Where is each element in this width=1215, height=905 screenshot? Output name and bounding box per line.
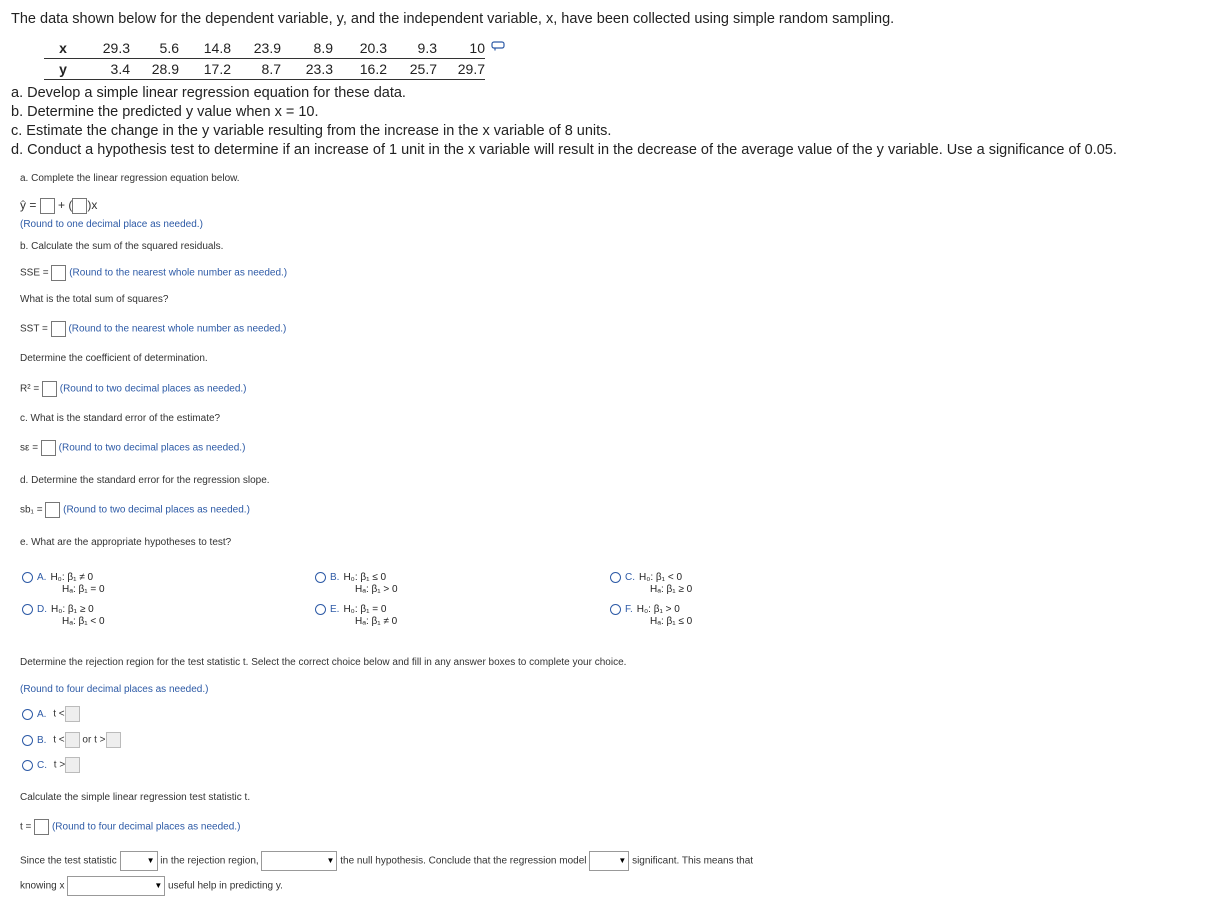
y-cell: 17.2 (179, 59, 231, 80)
table-row-x (44, 38, 485, 59)
h0-text: H₀: β₁ < 0 (639, 572, 683, 584)
r2-question: Determine the coefficient of determination. (20, 353, 208, 364)
sst-input[interactable] (51, 321, 66, 337)
radio-icon[interactable] (22, 735, 33, 746)
copy-data-icon[interactable] (491, 41, 505, 51)
conclusion-text-2: in the rejection region, (160, 855, 259, 867)
knowing-x-dropdown[interactable] (67, 876, 165, 896)
is-isnot-dropdown[interactable] (120, 851, 158, 871)
radio-icon[interactable] (22, 760, 33, 771)
rejection-option-b[interactable]: B. t < or t > (22, 732, 121, 748)
se-input[interactable] (41, 440, 56, 456)
ha-text: Hₐ: β₁ = 0 (62, 584, 105, 596)
sst-row (20, 321, 286, 337)
yhat-label: ŷ = (20, 198, 37, 213)
qb-title: b. Calculate the sum of the squared residuals. (20, 241, 224, 252)
hypothesis-option-b[interactable]: B. H₀: β₁ ≤ 0 Hₐ: β₁ > 0 (315, 572, 398, 596)
y-cell: 16.2 (333, 59, 387, 80)
tstat-hint: (Round to four decimal places as needed.) (51, 821, 241, 833)
radio-icon[interactable] (22, 604, 33, 615)
sse-hint: (Round to the nearest whole number as needed.) (69, 267, 288, 279)
y-cell: 23.3 (281, 59, 333, 80)
x-cell: 29.3 (82, 38, 130, 59)
rejection-a-input[interactable] (65, 706, 80, 722)
ha-text: Hₐ: β₁ ≤ 0 (650, 616, 693, 628)
x-cell: 5.6 (130, 38, 179, 59)
hypothesis-option-c[interactable]: C. H₀: β₁ < 0 Hₐ: β₁ ≥ 0 (610, 572, 692, 596)
x-cell: 23.9 (231, 38, 281, 59)
hypothesis-option-e[interactable]: E. H₀: β₁ = 0 Hₐ: β₁ ≠ 0 (315, 604, 397, 628)
part-a-text: a. Develop a simple linear regression equation for these data. (11, 85, 406, 101)
radio-icon[interactable] (22, 572, 33, 583)
y-cell: 29.7 (437, 59, 485, 80)
sb1-row (20, 502, 250, 518)
se-hint: (Round to two decimal places as needed.) (58, 442, 246, 454)
conclusion-text-5: knowing x (20, 880, 65, 892)
radio-icon[interactable] (22, 709, 33, 720)
qd-title: d. Determine the standard error for the regression slope. (20, 475, 270, 486)
x-cell: 9.3 (387, 38, 437, 59)
conclusion-line-2 (20, 876, 283, 896)
se-row (20, 440, 245, 456)
tstat-row (20, 819, 240, 835)
x-cell: 8.9 (281, 38, 333, 59)
data-table (44, 38, 485, 80)
hypothesis-option-f[interactable]: F. H₀: β₁ > 0 Hₐ: β₁ ≤ 0 (610, 604, 692, 628)
sb1-hint: (Round to two decimal places as needed.) (63, 504, 250, 516)
rejection-hint: (Round to four decimal places as needed.) (20, 684, 209, 695)
h0-text: H₀: β₁ ≤ 0 (343, 572, 387, 584)
sb1-input[interactable] (45, 502, 60, 518)
rejection-c-text: t > (53, 759, 66, 771)
part-b-text: b. Determine the predicted y value when x = 10. (11, 104, 319, 120)
rejection-b-input-lower[interactable] (65, 732, 80, 748)
rejection-option-a[interactable]: A. t < (22, 706, 80, 722)
qc-title: c. What is the standard error of the estimate? (20, 413, 221, 424)
chevron-down-icon: ▼ (326, 856, 335, 865)
row-label-x: x (44, 38, 82, 59)
tstat-input[interactable] (34, 819, 49, 835)
rejection-a-text: t < (53, 708, 65, 720)
se-label: sε = (20, 442, 39, 454)
ha-text: Hₐ: β₁ < 0 (62, 616, 105, 628)
sst-label: SST = (20, 323, 48, 335)
x-cell: 20.3 (333, 38, 387, 59)
model-significant-dropdown[interactable] (589, 851, 629, 871)
conclusion-text-1: Since the test statistic (20, 855, 117, 867)
rejection-c-input[interactable] (65, 757, 80, 773)
slope-input[interactable] (72, 198, 87, 214)
sst-hint: (Round to the nearest whole number as needed.) (68, 323, 287, 335)
r2-input[interactable] (42, 381, 57, 397)
y-cell: 8.7 (231, 59, 281, 80)
r2-label: R² = (20, 383, 40, 395)
regression-equation (20, 198, 97, 214)
conclusion-text-4: significant. This means that (632, 855, 754, 867)
conclusion-line-1 (20, 851, 753, 871)
qa-hint: (Round to one decimal place as needed.) (20, 219, 203, 230)
ha-text: Hₐ: β₁ ≠ 0 (355, 616, 398, 628)
conclusion-text-6: useful help in predicting y. (168, 880, 283, 892)
rejection-b-text2: or t > (82, 734, 106, 746)
h0-text: H₀: β₁ = 0 (343, 604, 387, 616)
rejection-option-c[interactable]: C. t > (22, 757, 80, 773)
chevron-down-icon: ▼ (154, 881, 163, 890)
rejection-b-text1: t < (53, 734, 65, 746)
reject-dropdown[interactable] (261, 851, 337, 871)
sse-input[interactable] (51, 265, 66, 281)
hypothesis-option-a[interactable]: A. H₀: β₁ ≠ 0 Hₐ: β₁ = 0 (22, 572, 105, 596)
part-c-text: c. Estimate the change in the y variable resulting from the increase in the x variable of 8 units. (11, 123, 612, 139)
rejection-title: Determine the rejection region for the test statistic t. Select the correct choice below and fill in any answer boxes to complete your choice. (20, 657, 627, 668)
h0-text: H₀: β₁ > 0 (636, 604, 680, 616)
hypothesis-option-d[interactable]: D. H₀: β₁ ≥ 0 Hₐ: β₁ < 0 (22, 604, 105, 628)
qa-title: a. Complete the linear regression equation below. (20, 173, 240, 184)
sse-row (20, 265, 287, 281)
h0-text: H₀: β₁ ≥ 0 (51, 604, 94, 616)
table-row-y (44, 59, 485, 80)
part-d-text: d. Conduct a hypothesis test to determine if an increase of 1 unit in the x variable will result in the decrease of the average value of the y variable. Use a significance of 0.05. (11, 142, 1117, 158)
y-cell: 28.9 (130, 59, 179, 80)
sse-label: SSE = (20, 267, 49, 279)
sst-question: What is the total sum of squares? (20, 294, 169, 305)
x-label: )x (87, 198, 98, 213)
plus-label: + ( (58, 198, 73, 213)
radio-icon[interactable] (610, 604, 621, 615)
sb1-label: sb₁ = (20, 504, 43, 516)
radio-icon[interactable] (315, 604, 326, 615)
rejection-b-input-upper[interactable] (106, 732, 121, 748)
y-cell: 3.4 (82, 59, 130, 80)
r2-hint: (Round to two decimal places as needed.) (59, 383, 247, 395)
ha-text: Hₐ: β₁ > 0 (355, 584, 398, 596)
x-cell: 10 (437, 38, 485, 59)
conclusion-text-3: the null hypothesis. Conclude that the regression model (340, 855, 587, 867)
y-cell: 25.7 (387, 59, 437, 80)
x-cell: 14.8 (179, 38, 231, 59)
row-label-y: y (44, 59, 82, 80)
problem-parts (11, 84, 1117, 160)
tstat-title: Calculate the simple linear regression test statistic t. (20, 792, 251, 803)
r2-row (20, 381, 247, 397)
problem-intro: The data shown below for the dependent variable, y, and the independent variable, x, have been collected using simple random sampling. (11, 11, 895, 27)
intercept-input[interactable] (40, 198, 55, 214)
chevron-down-icon: ▼ (146, 856, 155, 865)
tstat-label: t = (20, 821, 32, 833)
qe-title: e. What are the appropriate hypotheses to test? (20, 537, 232, 548)
chevron-down-icon: ▼ (618, 856, 627, 865)
radio-icon[interactable] (315, 572, 326, 583)
ha-text: Hₐ: β₁ ≥ 0 (650, 584, 693, 596)
radio-icon[interactable] (610, 572, 621, 583)
h0-text: H₀: β₁ ≠ 0 (50, 572, 94, 584)
